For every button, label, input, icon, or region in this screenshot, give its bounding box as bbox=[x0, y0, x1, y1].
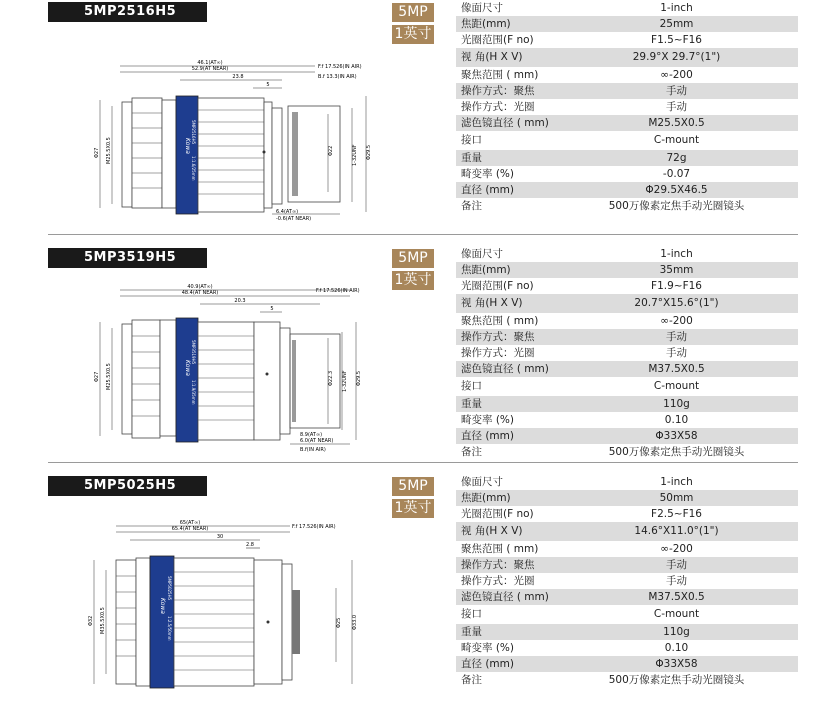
spec-row: 操作方式：光圈 手动 bbox=[456, 345, 798, 361]
spec-row: 接口 C-mount bbox=[456, 605, 798, 624]
dim-small: 5 bbox=[270, 306, 274, 312]
spec-row: 焦距(mm) 50mm bbox=[456, 490, 798, 506]
dim-left-2: M35.5X0.5 bbox=[100, 607, 106, 634]
lens-dimension-drawing bbox=[60, 502, 380, 692]
spec-row: 聚焦范围 ( mm) ∞-200 bbox=[456, 67, 798, 83]
spec-row: 操作方式：聚焦 手动 bbox=[456, 329, 798, 345]
lens-aperture-print: 1:1.6/25mm bbox=[191, 156, 196, 181]
megapixel-tag: 5MP bbox=[392, 249, 434, 268]
spec-row: 直径 (mm) Φ33X58 bbox=[456, 656, 798, 672]
spec-row: 畸变率 (%) 0.10 bbox=[456, 640, 798, 656]
spec-row: 滤色镜直径 ( mm) M37.5X0.5 bbox=[456, 361, 798, 377]
spec-row: 直径 (mm) Φ33X58 bbox=[456, 428, 798, 444]
spec-row: 焦距(mm) 35mm bbox=[456, 262, 798, 278]
lens-dimension-drawing bbox=[60, 274, 380, 464]
dim-bottom-3: B.f(IN AIR) bbox=[300, 447, 326, 453]
lens-aperture-print: 1:2.5/50mm bbox=[167, 616, 172, 641]
spec-row: 像面尺寸 1-inch bbox=[456, 0, 798, 16]
spec-row: 操作方式：光圈 手动 bbox=[456, 573, 798, 589]
sensor-size-tag: 1英寸 bbox=[392, 25, 434, 44]
dim-flange-focal: F.f 17.526(IN AIR) bbox=[292, 524, 336, 530]
spec-row: 像面尺寸 1-inch bbox=[456, 246, 798, 262]
spec-row: 光圈范围(F no) F2.5~F16 bbox=[456, 506, 798, 522]
spec-row: 聚焦范围 ( mm) ∞-200 bbox=[456, 541, 798, 557]
spec-row: 视 角(H X V) 20.7°X15.6°(1") bbox=[456, 294, 798, 313]
lens-dimension-drawing bbox=[60, 28, 380, 222]
brand-logo: Kowa bbox=[184, 360, 191, 376]
spec-row: 滤色镜直径 ( mm) M25.5X0.5 bbox=[456, 115, 798, 131]
dim-length-near: 48.4(AT NEAR) bbox=[181, 290, 219, 296]
dim-length-infinity: 40.9(AT∞) bbox=[187, 284, 213, 290]
spec-row: 备注 500万像素定焦手动光圈镜头 bbox=[456, 672, 798, 688]
lens-aperture-print: 1:1.9/35mm bbox=[191, 380, 196, 405]
spec-row: 备注 500万像素定焦手动光圈镜头 bbox=[456, 198, 798, 214]
brand-logo: Kowa bbox=[184, 138, 191, 154]
dim-right-3: Φ29.5 bbox=[356, 370, 362, 386]
dim-body: 23.8 bbox=[232, 74, 244, 80]
dim-small: 5 bbox=[266, 82, 270, 88]
spec-row: 重量 72g bbox=[456, 150, 798, 166]
dim-length-infinity: 46.1(AT∞) bbox=[197, 60, 223, 66]
spec-row: 聚焦范围 ( mm) ∞-200 bbox=[456, 313, 798, 329]
section-divider bbox=[48, 234, 798, 235]
spec-row: 操作方式：光圈 手动 bbox=[456, 99, 798, 115]
spec-row: 视 角(H X V) 29.9°X 29.7°(1") bbox=[456, 48, 798, 67]
model-title: 5MP2516H5 bbox=[48, 2, 207, 22]
spec-row: 接口 C-mount bbox=[456, 377, 798, 396]
dim-length-near: 52.9(AT NEAR) bbox=[191, 66, 229, 72]
dim-left-1: Φ27 bbox=[94, 371, 100, 382]
dim-body: 20.3 bbox=[234, 298, 246, 304]
spec-row: 直径 (mm) Φ29.5X46.5 bbox=[456, 182, 798, 198]
spec-row: 光圈范围(F no) F1.9~F16 bbox=[456, 278, 798, 294]
brand-logo: Kowa bbox=[159, 598, 166, 614]
dim-body: 30 bbox=[216, 534, 224, 540]
spec-row: 光圈范围(F no) F1.5~F16 bbox=[456, 32, 798, 48]
dim-right-1: Φ22.3 bbox=[328, 370, 334, 386]
dim-left-1: Φ27 bbox=[94, 147, 100, 158]
dim-right-3: Φ33.0 bbox=[352, 614, 358, 630]
dim-left-2: M25.5X0.5 bbox=[106, 137, 112, 164]
spec-table bbox=[456, 246, 798, 460]
lens-model-print: 5MP3519H5 bbox=[191, 340, 196, 365]
model-title: 5MP3519H5 bbox=[48, 248, 207, 268]
dim-right-1: Φ22 bbox=[328, 145, 334, 156]
dim-length-infinity: 65(AT∞) bbox=[179, 520, 201, 526]
spec-row: 接口 C-mount bbox=[456, 131, 798, 150]
dim-right-3: Φ29.5 bbox=[366, 144, 372, 160]
dim-flange-focal: F.f 17.526(IN AIR) bbox=[318, 64, 362, 70]
dim-length-near: 65.4(AT NEAR) bbox=[171, 526, 209, 532]
product-section-1 bbox=[0, 0, 826, 228]
spec-table bbox=[456, 474, 798, 688]
spec-row: 备注 500万像素定焦手动光圈镜头 bbox=[456, 444, 798, 460]
spec-row: 视 角(H X V) 14.6°X11.0°(1") bbox=[456, 522, 798, 541]
dim-left-2: M25.5X0.5 bbox=[106, 363, 112, 390]
dim-right-2: 1-32UNF bbox=[352, 144, 358, 166]
spec-row: 重量 110g bbox=[456, 396, 798, 412]
spec-row: 操作方式：聚焦 手动 bbox=[456, 557, 798, 573]
megapixel-tag: 5MP bbox=[392, 477, 434, 496]
spec-row: 重量 110g bbox=[456, 624, 798, 640]
dim-right-2: 1-32UNF bbox=[342, 370, 348, 392]
spec-row: 畸变率 (%) 0.10 bbox=[456, 412, 798, 428]
sensor-size-tag: 1英寸 bbox=[392, 499, 434, 518]
product-section-2 bbox=[0, 246, 826, 474]
sensor-size-tag: 1英寸 bbox=[392, 271, 434, 290]
spec-row: 操作方式：聚焦 手动 bbox=[456, 83, 798, 99]
megapixel-tag: 5MP bbox=[392, 3, 434, 22]
dim-bottom-2: -0.6(AT NEAR) bbox=[276, 216, 312, 222]
spec-table bbox=[456, 0, 798, 214]
spec-row: 滤色镜直径 ( mm) M37.5X0.5 bbox=[456, 589, 798, 605]
spec-row: 焦距(mm) 25mm bbox=[456, 16, 798, 32]
dim-small: 2.8 bbox=[246, 542, 254, 548]
dim-bottom-1: 6.4(AT∞) bbox=[276, 209, 299, 215]
dim-left-1: Φ32 bbox=[88, 615, 94, 626]
dim-right-1: Φ25 bbox=[336, 617, 342, 628]
dim-bottom-2: 6.0(AT NEAR) bbox=[300, 438, 334, 444]
product-section-3 bbox=[0, 474, 826, 702]
section-divider bbox=[48, 462, 798, 463]
model-title: 5MP5025H5 bbox=[48, 476, 207, 496]
lens-model-print: 5MP5025H5 bbox=[167, 576, 172, 601]
spec-row: 像面尺寸 1-inch bbox=[456, 474, 798, 490]
dim-bottom-1: 8.9(AT∞) bbox=[300, 432, 323, 438]
spec-row: 畸变率 (%) -0.07 bbox=[456, 166, 798, 182]
lens-model-print: 5MP2516H5 bbox=[191, 120, 196, 145]
dim-back-focal: B.f 13.3(IN AIR) bbox=[318, 74, 357, 80]
dim-flange-focal: F.f 17.526(IN AIR) bbox=[316, 288, 360, 294]
